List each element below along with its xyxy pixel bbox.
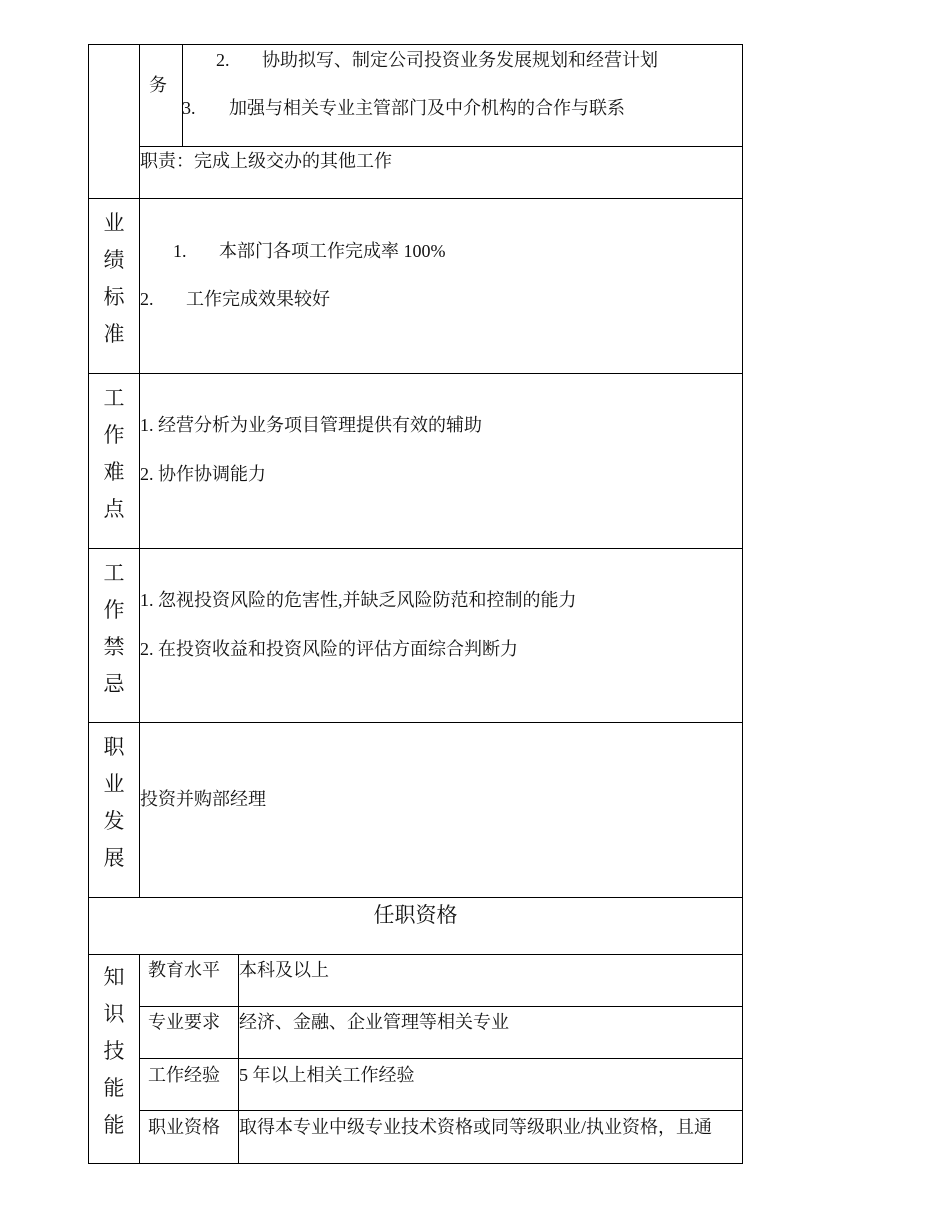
difficulty-item-2: 2. 协作协调能力 [140,464,266,484]
label-char: 技 [103,1039,125,1063]
career-text: 投资并购部经理 [140,789,266,809]
qualification-value: 5 年以上相关工作经验 [239,1065,415,1085]
performance-item-number: 2. [140,289,154,309]
table-rule [139,1058,743,1059]
difficulties-label [89,380,139,528]
table-rule [88,897,743,898]
qualification-value: 取得本专业中级专业技术资格或同等级职业/执业资格，且通 [239,1117,712,1137]
performance-item-number: 1. [173,241,187,261]
table-rule [88,722,743,723]
taboo-item-1: 1. 忽视投资风险的危害性,并缺乏风险防范和控制的能力 [140,590,577,610]
table-rule [88,548,743,549]
label-char: 忌 [103,672,125,696]
table-rule [139,1110,743,1111]
qualifications-title: 任职资格 [373,903,458,927]
duty-item-3-number: 3. [182,98,196,118]
duties-label: 务 [149,75,167,95]
duty-item-2-number: 2. [216,50,230,70]
label-char: 发 [103,809,125,833]
label-char: 展 [103,846,125,870]
label-char: 准 [103,322,125,346]
label-char: 知 [103,965,125,989]
qualification-key: 工作经验 [148,1065,220,1085]
label-char: 标 [103,285,125,309]
label-char: 业 [103,772,125,796]
performance-item-text: 工作完成效果较好 [186,289,330,309]
table-rule [139,1006,743,1007]
table-rule [88,954,743,955]
responsibility-text: 职责：完成上级交办的其他工作 [140,151,392,171]
duty-item-3 [182,97,625,119]
label-char: 作 [103,423,125,447]
knowledge-skills-label [89,959,139,1144]
table-rule [88,198,743,199]
label-char: 作 [103,598,125,622]
table-rule [139,954,140,1164]
table-rule [182,44,183,146]
career-label [89,729,139,877]
label-char: 识 [103,1002,125,1026]
label-char: 点 [103,497,125,521]
table-rule [88,373,743,374]
label-char: 职 [103,735,125,759]
performance-label [89,205,139,353]
label-char: 业 [103,211,125,235]
label-char: 绩 [103,248,125,272]
table-rule [139,146,743,147]
difficulty-item-1: 1. 经营分析为业务项目管理提供有效的辅助 [140,415,482,435]
qualification-key: 职业资格 [148,1117,220,1137]
taboo-item-2: 2. 在投资收益和投资风险的评估方面综合判断力 [140,639,518,659]
qualification-key: 专业要求 [148,1012,220,1032]
label-char: 难 [103,460,125,484]
label-char: 能 [103,1076,125,1100]
performance-item-2 [140,288,330,310]
label-char: 工 [103,561,125,585]
duty-item-2-text: 协助拟写、制定公司投资业务发展规划和经营计划 [262,50,658,70]
qualification-value: 经济、金融、企业管理等相关专业 [239,1012,509,1032]
duty-item-2 [216,49,658,71]
qualification-key: 教育水平 [148,960,220,980]
taboos-label [89,555,139,703]
performance-item-text: 本部门各项工作完成率 100% [219,241,446,261]
label-char: 禁 [103,635,125,659]
label-char: 工 [103,386,125,410]
duty-item-3-text: 加强与相关专业主管部门及中介机构的合作与联系 [229,98,625,118]
performance-item-1 [173,240,446,262]
label-char: 能 [103,1113,125,1137]
qualification-value: 本科及以上 [239,960,329,980]
